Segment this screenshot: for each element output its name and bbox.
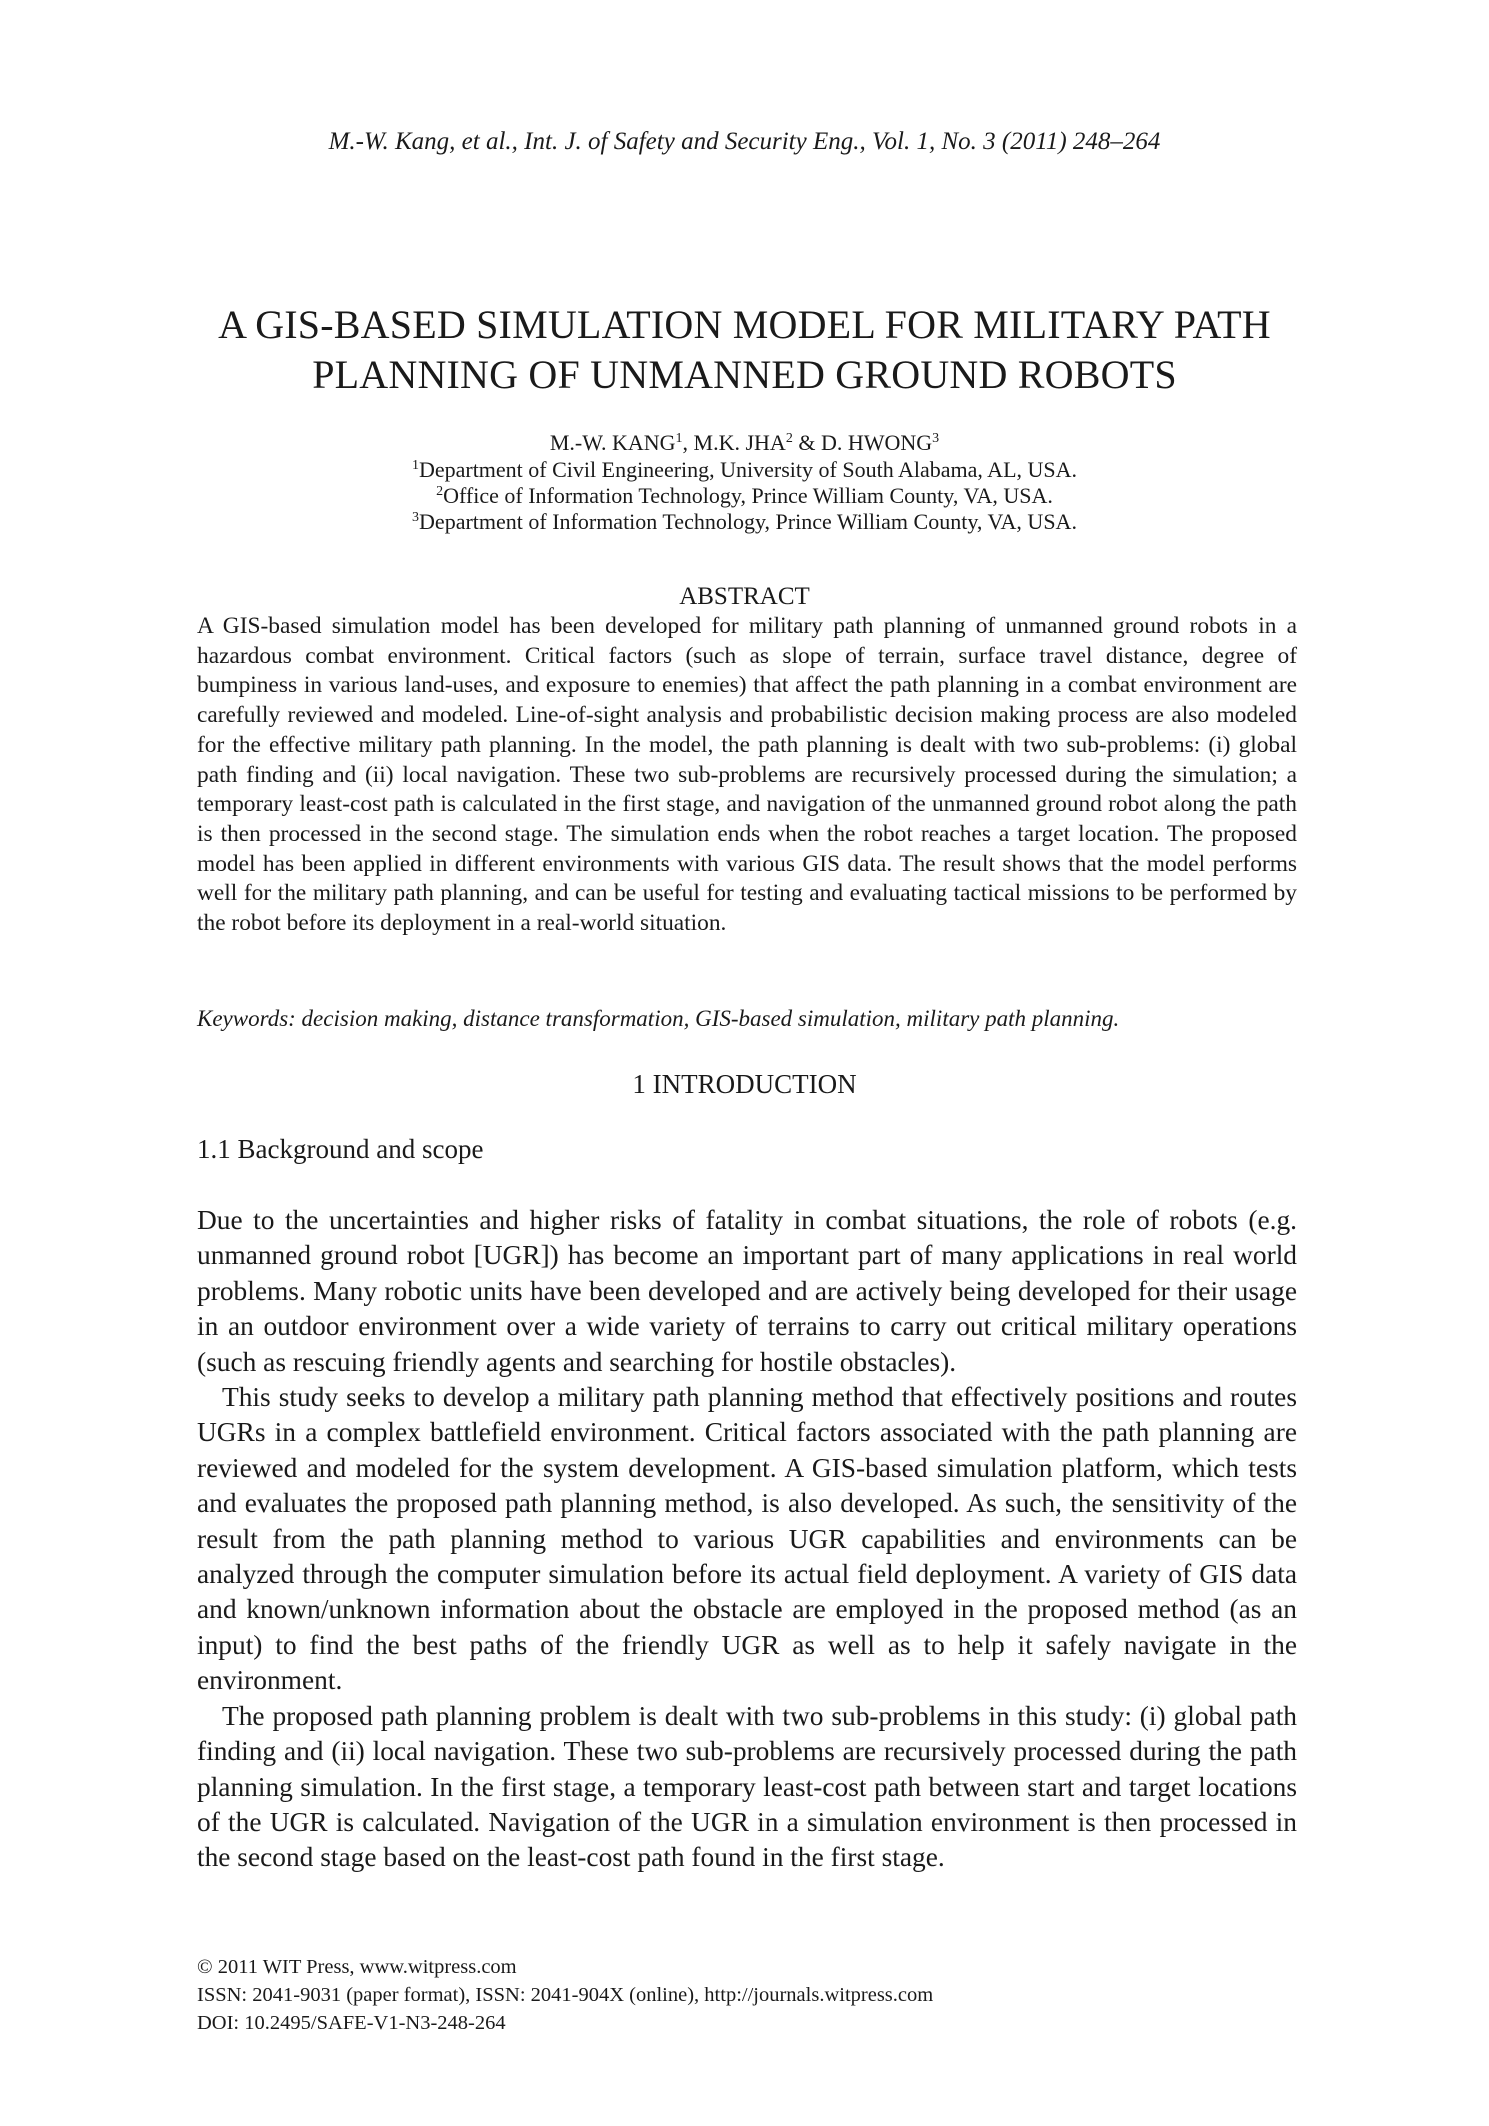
doi-line: DOI: 10.2495/SAFE-V1-N3-248-264	[197, 2012, 506, 2034]
affiliation-2	[180, 483, 1309, 509]
affiliation-2-mark: 2	[436, 484, 444, 499]
author-list	[180, 430, 1309, 456]
keywords: Keywords: decision making, distance transformation, GIS-based simulation, military path planning.	[197, 1006, 1120, 1031]
paragraph: The proposed path planning problem is dealt with two sub-problems in this study: (i) global path finding and (ii) local navigation. These two sub-problems are recursively processed during the path planning simulation. In the first stage, a temporary least-cost path between start and target locations of the UGR is calculated. Navigation of the UGR in a simulation environment is then processed in the second stage based on the least-cost path found in the first stage.	[197, 1700, 1297, 1873]
title-line-2: PLANNING OF UNMANNED GROUND ROBOTS	[312, 352, 1177, 397]
copyright-line: © 2011 WIT Press, www.witpress.com	[197, 1956, 517, 1978]
title-line-1: A GIS-BASED SIMULATION MODEL FOR MILITARY PATH	[218, 302, 1271, 347]
affiliation-3-mark: 3	[412, 510, 420, 525]
paper-title	[180, 300, 1309, 400]
page-footer	[197, 1953, 1297, 2037]
running-head: M.-W. Kang, et al., Int. J. of Safety and Security Eng., Vol. 1, No. 3 (2011) 248–264	[328, 128, 1161, 155]
author-2-affil-mark: 2	[785, 431, 793, 446]
section-heading-introduction: 1 INTRODUCTION	[632, 1069, 857, 1099]
author-2: , M.K. JHA	[682, 430, 786, 455]
affiliation-3-text: Department of Information Technology, Prince William County, VA, USA.	[419, 509, 1077, 534]
issn-line: ISSN: 2041-9031 (paper format), ISSN: 2041-904X (online), http://journals.witpress.com	[197, 1984, 934, 2006]
author-3-affil-mark: 3	[932, 431, 940, 446]
paragraph: Due to the uncertainties and higher risks of fatality in combat situations, the role of robots (e.g. unmanned ground robot [UGR]) has become an important part of many applications in real world problems. Many robotic units have been developed and are actively being developed for their usage in an outdoor environment over a wide variety of terrains to carry out critical military operations (such as rescuing friendly agents and searching for hostile obstacles).	[197, 1205, 1297, 1377]
affiliation-1	[180, 457, 1309, 483]
abstract-text: A GIS-based simulation model has been developed for military path planning of unmanned ground robots in a hazardous combat environment. Critical factors (such as slope of terrain, surface travel distance, degree of bumpiness in various land-uses, and exposure to enemies) that affect the path planning in a combat environment are carefully reviewed and modeled. Line-of-sight analysis and probabilistic decision making process are also modeled for the effective military path planning. In the model, the path planning is dealt with two sub-problems: (i) global path finding and (ii) local navigation. These two sub-problems are recursively processed during the simulation; a temporary least-cost path is calculated in the first stage, and navigation of the unmanned ground robot along the path is then processed in the second stage. The simulation ends when the robot reaches a target location. The proposed model has been applied in different environments with various GIS data. The result shows that the model performs well for the military path planning, and can be useful for testing and evaluating tactical missions to be performed by the robot before its deployment in a real-world situation.	[197, 613, 1297, 937]
paragraph: This study seeks to develop a military path planning method that effectively positions and routes UGRs in a complex battlefield environment. Critical factors associated with the path planning are reviewed and modeled for the system development. A GIS-based simulation platform, which tests and evaluates the proposed path planning method, is also developed. As such, the sensitivity of the result from the path planning method to various UGR capabilities and environments can be analyzed through the computer simulation before its actual field deployment. A variety of GIS data and known/unknown information about the obstacle are employed in the proposed method (as an input) to find the best paths of the friendly UGR as well as to help it safely navigate in the environment.	[197, 1382, 1297, 1696]
affiliation-3	[180, 509, 1309, 535]
body-text	[197, 1203, 1297, 1876]
affiliation-1-mark: 1	[411, 458, 419, 473]
author-1-affil-mark: 1	[675, 431, 683, 446]
affiliation-2-text: Office of Information Technology, Prince William County, VA, USA.	[443, 483, 1053, 508]
subsection-heading-background: 1.1 Background and scope	[197, 1134, 484, 1164]
abstract-heading: ABSTRACT	[679, 583, 810, 610]
affiliation-1-text: Department of Civil Engineering, University of South Alabama, AL, USA.	[418, 457, 1078, 482]
author-3: & D. HWONG	[792, 430, 933, 455]
author-1: M.-W. KANG	[549, 430, 676, 455]
